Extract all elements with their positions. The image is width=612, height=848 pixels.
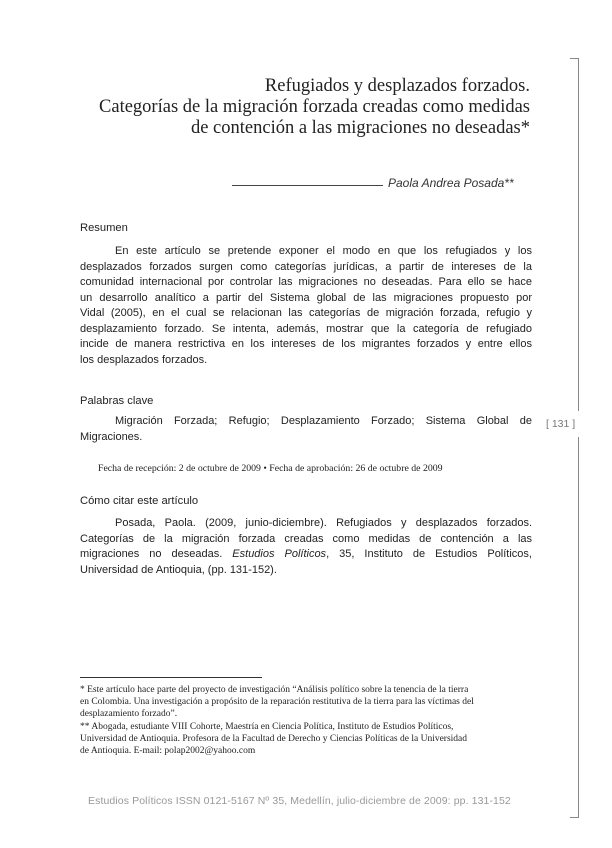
article-title <box>60 76 530 139</box>
citation-text: , 35, Instituto de Estudios Políticos, <box>326 548 532 560</box>
footnote-2-line: de Antioquia. E-mail: polap2002@yahoo.com <box>80 746 256 757</box>
footnote-2-line: Universidad de Antioquia. Profesora de la Facultad de Derecho y Ciencias Políticas de la Universidad <box>80 733 468 744</box>
citation-line: Posada, Paola. (2009, junio-diciembre). Refugiados y desplazados forzados. <box>115 517 532 529</box>
abstract-line: incide de manera restrictiva en los intereses de los migrantes forzados y entre ellos <box>80 338 532 350</box>
citation-body <box>80 516 532 578</box>
keywords-body <box>80 414 532 445</box>
title-line-1: Refugiados y desplazados forzados. <box>264 76 530 96</box>
page-frame-bracket <box>570 58 579 818</box>
abstract-line: desplazados forzados surgen como categorías jurídicas, a partir de intereses de la <box>80 260 532 273</box>
abstract-heading: Resumen <box>80 222 128 234</box>
title-line-2: Categorías de la migración forzada creadas como medidas <box>99 97 530 117</box>
footnote-rule <box>80 677 262 678</box>
footnotes <box>80 684 532 757</box>
citation-line: Categorías de la migración forzada creadas como medidas de contención a las <box>80 532 532 545</box>
abstract-line: los desplazados forzados. <box>80 353 208 366</box>
keywords-line: Migración Forzada; Refugio; Desplazamiento Forzado; Sistema Global de <box>115 415 532 427</box>
abstract-body <box>80 244 532 368</box>
abstract-line: comunidad internacional por controlar las migraciones no deseadas. Para ello se hace <box>80 276 532 288</box>
abstract-line: desplazamiento forzado. Se intenta, además, mostrar que la categoría de refugiado <box>80 322 532 335</box>
frame-gap <box>574 411 584 437</box>
footnote-1-line: desplazamiento forzado”. <box>80 709 178 720</box>
reception-approval-dates: Fecha de recepción: 2 de octubre de 2009 • Fecha de aprobación: 26 de octubre de 2009 <box>98 463 443 474</box>
keywords-line: Migraciones. <box>80 430 143 443</box>
abstract-line: En este artículo se pretende exponer el modo en que los refugiados y los <box>115 245 532 257</box>
citation-text: migraciones no deseadas. <box>80 548 233 560</box>
title-line-3: de contención a las migraciones no deseadas* <box>190 118 530 138</box>
citation-line: Universidad de Antioquia, (pp. 131-152). <box>80 563 277 576</box>
citation-line-journal <box>80 547 532 563</box>
footnote-1-line: en Colombia. Una investigación a propósito de la reparación restitutiva de la tierra para las víctimas del <box>80 697 474 708</box>
author-name: Paola Andrea Posada** <box>388 176 514 190</box>
footnote-2-line: ** Abogada, estudiante VIII Cohorte, Maestría en Ciencia Política, Instituto de Estudios Políticos, <box>80 721 454 732</box>
page-number: [ 131 ] <box>546 418 576 430</box>
citation-heading: Cómo citar este artículo <box>80 495 199 507</box>
abstract-line: un desarrollo analítico a partir del Sistema global de las migraciones propuesto por <box>80 291 532 304</box>
journal-name: Estudios Políticos <box>232 548 327 560</box>
abstract-line: Vidal (2005), en el cual se relacionan las categorías de migración forzada, refugio y <box>80 307 532 319</box>
author-rule <box>232 185 383 186</box>
journal-footer: Estudios Políticos ISSN 0121-5167 Nº 35, Medellín, julio-diciembre de 2009: pp. 131-152 <box>88 795 511 807</box>
keywords-heading: Palabras clave <box>80 395 154 407</box>
footnote-1-line: * Este artículo hace parte del proyecto de investigación “Análisis político sobre la tenencia de la tierra <box>80 685 469 695</box>
